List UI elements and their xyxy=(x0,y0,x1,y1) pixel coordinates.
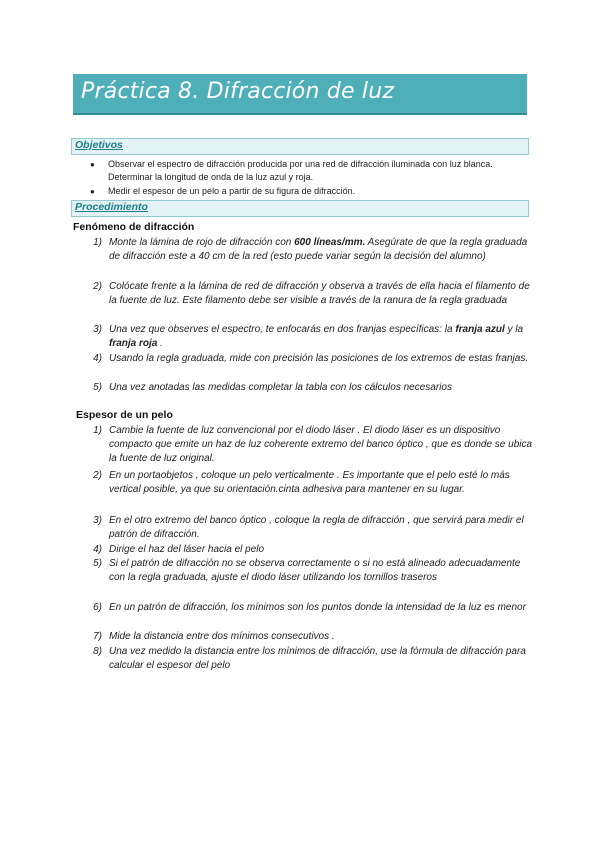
objective-item xyxy=(90,158,520,184)
step-text: En un patrón de difracción, los mínimos son los puntos donde la intensidad de la luz es menor xyxy=(109,602,526,613)
step-text: Colócate frente a la lámina de red de difracción y observa a través de ella hacia el filamento de la fuente de luz. Este filamento debe ser visible a través de la ranura de la regla graduada xyxy=(109,281,530,307)
objective-text: Observar el espectro de difracción producida por una red de difracción iluminada con luz blanca. Determinar la longitud de onda de la luz azul y roja. xyxy=(108,159,493,182)
section-title-procedimiento: Procedimiento xyxy=(75,201,148,213)
title-banner xyxy=(73,74,527,115)
list-item xyxy=(88,469,533,497)
subheading-espesor: Espesor de un pelo xyxy=(76,409,173,421)
objective-item xyxy=(90,185,520,198)
list-item xyxy=(88,424,533,467)
list-item xyxy=(88,630,533,644)
step-text: Una vez medido la distancia entre los mínimos de difracción, use la fórmula de difracción para calcular el espesor del pelo xyxy=(109,646,526,672)
bullet: ● xyxy=(90,187,95,196)
step-text: En un portaobjetos , coloque un pelo verticalmente . Es importante que el pelo esté lo más vertical posible, ya que su orientación.cinta adhesiva para mantener en su lugar. xyxy=(109,470,510,496)
list-item xyxy=(88,352,533,366)
step-number: 4) xyxy=(93,353,102,364)
emphasis: 600 líneas/mm. xyxy=(294,237,366,248)
step-number: 3) xyxy=(93,324,102,335)
page-title: Práctica 8. Difracción de luz xyxy=(81,79,395,104)
section-header-objetivos xyxy=(71,138,529,155)
step-text: Usando la regla graduada, mide con precisión las posiciones de los extremos de estas franjas. xyxy=(109,353,529,364)
list-item xyxy=(88,280,533,308)
step-text: Una vez que observes el espectro, te enfocarás en dos franjas específicas: la franja azul y la franja roja . xyxy=(109,324,524,350)
section-title-objetivos: Objetivos xyxy=(75,139,123,151)
step-number: 1) xyxy=(93,237,102,248)
list-item xyxy=(88,323,533,351)
step-number: 4) xyxy=(93,544,102,555)
list-item xyxy=(88,514,533,542)
step-text: Una vez anotadas las medidas completar la tabla con los cálculos necesarios xyxy=(109,382,452,393)
step-number: 5) xyxy=(93,558,102,569)
step-text: Dirige el haz del láser hacia el pelo xyxy=(109,544,265,555)
step-text: Monte la lámina de rojo de difracción con 600 líneas/mm. Asegúrate de que la regla graduada de difracción este a 40 cm de la red (esto puede variar según la decisión del alumno) xyxy=(109,237,528,263)
step-number: 5) xyxy=(93,382,102,393)
bullet: ● xyxy=(90,160,95,169)
step-number: 1) xyxy=(93,425,102,436)
list-item xyxy=(88,601,533,615)
step-number: 7) xyxy=(93,631,102,642)
emphasis: franja roja xyxy=(109,338,158,350)
step-number: 3) xyxy=(93,515,102,526)
list-item xyxy=(88,381,533,395)
step-number: 6) xyxy=(93,602,102,613)
step-number: 8) xyxy=(93,646,102,657)
list-item xyxy=(88,557,533,585)
subheading-fenomeno: Fenómeno de difracción xyxy=(73,221,195,233)
objective-text: Medir el espesor de un pelo a partir de su figura de difracción. xyxy=(108,186,356,196)
list-item xyxy=(88,543,533,557)
step-text: Mide la distancia entre dos mínimos consecutivos . xyxy=(109,631,335,642)
section-header-procedimiento xyxy=(71,200,529,217)
list-item xyxy=(88,236,533,264)
step-text: En el otro extremo del banco óptico , coloque la regla de difracción , que servirá para medir el patrón de difracción. xyxy=(109,515,524,541)
step-text: Cambie la fuente de luz convencional por el diodo láser . El diodo láser es un dispositivo compacto que emite un haz de luz coherente extremo del banco óptico , que es donde se ubica la fuente de luz original. xyxy=(109,425,533,465)
emphasis: franja azul xyxy=(455,324,505,335)
step-text: Si el patrón de difracción no se observa correctamente o si no está alineado adecuadamente con la regla graduada, ajuste el diodo láser utilizando los tornillos traseros xyxy=(109,558,521,584)
list-item xyxy=(88,645,533,673)
step-number: 2) xyxy=(93,470,102,481)
step-number: 2) xyxy=(93,281,102,292)
